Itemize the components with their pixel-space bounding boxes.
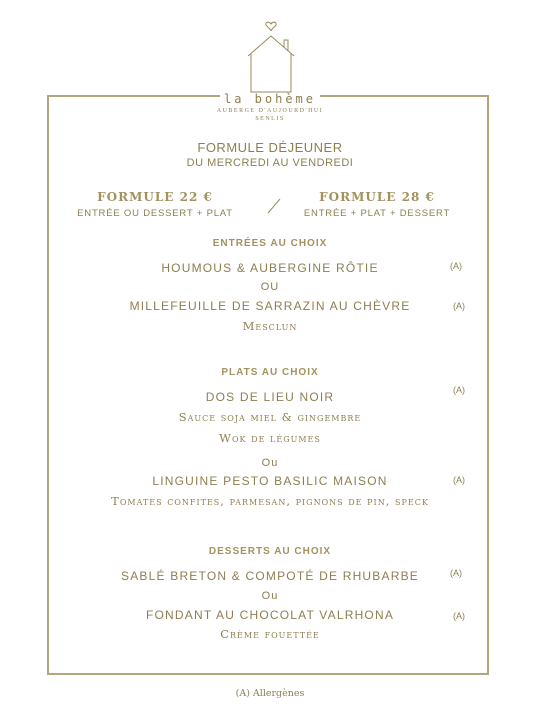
plat-2-allergen: (A) [453, 475, 465, 485]
menu-subtitle: DU MERCREDI AU VENDREDI [186, 157, 354, 169]
formule-28-desc: ENTRÉE + PLAT + DESSERT [303, 208, 451, 219]
desserts-or: Ou [261, 590, 279, 602]
plat-2: LINGUINE PESTO BASILIC MAISON [152, 474, 388, 488]
entrees-or: OU [260, 281, 280, 293]
plats-heading: PLATS AU CHOIX [221, 367, 319, 378]
plat-1: DOS DE LIEU NOIR [205, 390, 335, 404]
entree-1-allergen: (A) [450, 261, 462, 271]
entree-2-allergen: (A) [453, 301, 465, 311]
menu-title: FORMULE DÉJEUNER [197, 140, 343, 155]
brand-tagline: AUBERGE D'AUJOURD'HUI [216, 108, 324, 114]
dessert-1: SABLÉ BRETON & COMPOTÉ DE RHUBARBE [121, 569, 419, 583]
dessert-1-allergen: (A) [450, 568, 462, 578]
dessert-2-side: Crème fouettée [220, 627, 320, 641]
brand-name: la bohème [223, 92, 317, 106]
menu-frame [47, 95, 489, 675]
entree-2-side: Mesclun [242, 319, 298, 333]
brand-city: SENLIS [255, 116, 285, 122]
plat-1-side-2: Wok de légumes [219, 431, 321, 445]
plat-1-side-1: Sauce soja miel & gingembre [178, 410, 362, 424]
dessert-2: FONDANT AU CHOCOLAT VALRHONA [145, 608, 395, 622]
formule-28-price: FORMULE 28 € [319, 190, 435, 204]
plat-1-allergen: (A) [453, 385, 465, 395]
allergen-note: (A) Allergènes [235, 688, 305, 699]
house-logo-icon [245, 14, 297, 94]
plat-2-side: Tomates confites, parmesan, pignons de pin, speck [111, 494, 429, 508]
entree-2: MILLEFEUILLE DE SARRAZIN AU CHÈVRE [129, 299, 411, 313]
slash-divider-icon [266, 198, 282, 214]
desserts-heading: DESSERTS AU CHOIX [208, 546, 332, 557]
entrees-heading: ENTRÉES AU CHOIX [212, 238, 328, 249]
plats-or: Ou [261, 457, 279, 469]
formule-22-price: FORMULE 22 € [97, 190, 213, 204]
dessert-2-allergen: (A) [453, 611, 465, 621]
formule-22-desc: ENTRÉE OU DESSERT + PLAT [77, 208, 233, 219]
entree-1: HOUMOUS & AUBERGINE RÔTIE [161, 261, 379, 275]
